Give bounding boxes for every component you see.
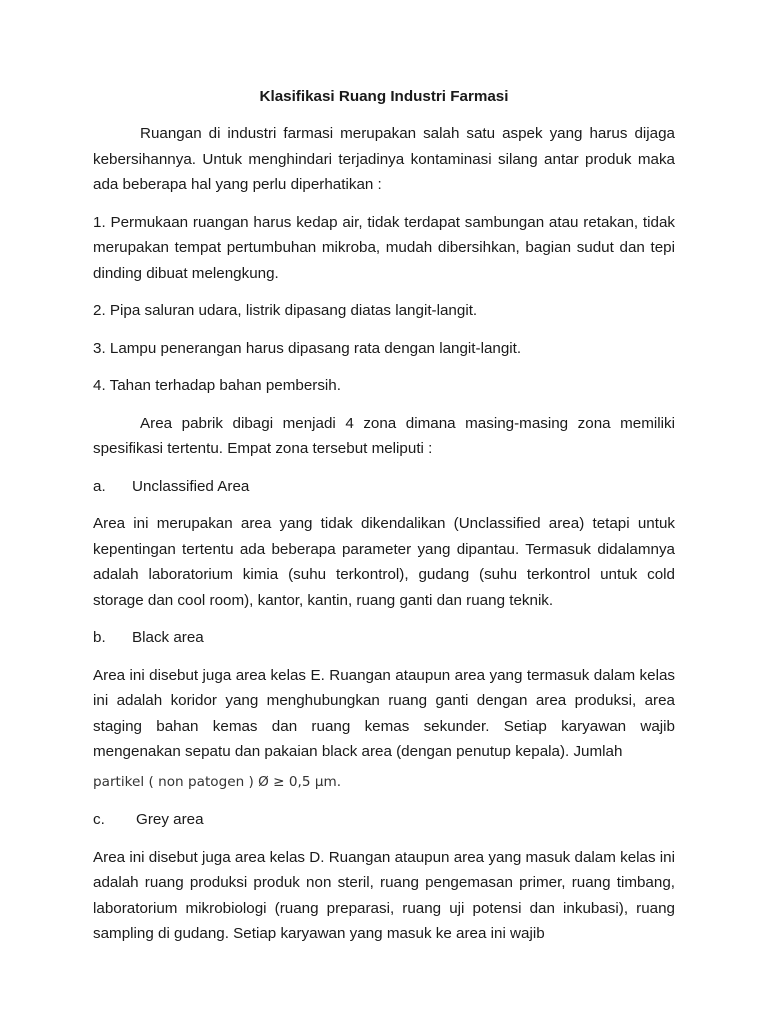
zone-heading-c [93, 807, 675, 833]
zone-name: Grey area [136, 811, 204, 828]
document-page [93, 84, 675, 947]
zone-body-b-text: Area ini disebut juga area kelas E. Ruangan ataupun area yang termasuk dalam kelas ini adalah koridor yang menghubungkan ruang ganti dengan area produksi, area staging bahan kemas dan ruang kemas sekunder. Setiap karyawan wajib mengenakan sepatu dan pakaian black area (dengan penutup kepala). Jumlah [93, 666, 675, 760]
zone-letter: a. [93, 477, 106, 495]
rule-item-3: 3. Lampu penerangan harus dipasang rata dengan langit-langit. [93, 339, 522, 357]
intro-paragraph: Ruangan di industri farmasi merupakan salah satu aspek yang harus dijaga kebersihannya. Untuk menghindari terjadinya kontaminasi silang antar produk maka ada beberapa hal yang perlu diperhatikan : [93, 125, 675, 193]
zone-body-b-tail: partikel ( non patogen ) Ø ≥ 0,5 μm. [93, 773, 342, 790]
zone-body-b [93, 663, 675, 765]
rule-item-4: 4. Tahan terhadap bahan pembersih. [93, 377, 341, 394]
zone-letter: c. [93, 811, 105, 828]
zone-body-b-tail-line [93, 769, 675, 796]
zone-heading-a [93, 474, 675, 500]
rule-item-2: 2. Pipa saluran udara, listrik dipasang diatas langit-langit. [93, 302, 478, 319]
zone-letter: b. [93, 629, 106, 646]
zone-body-c: Area ini disebut juga area kelas D. Ruangan ataupun area yang masuk dalam kelas ini adalah ruang produksi produk non steril, ruang pengemasan primer, ruang timbang, laboratorium mikrobiologi (ruang preparasi, ruang uji potensi dan inkubasi), ruang sampling di gudang. Setiap karyawan yang masuk ke area ini wajib [93, 848, 675, 942]
zone-body-a: Area ini merupakan area yang tidak dikendalikan (Unclassified area) tetapi untuk kepentingan tertentu ada beberapa parameter yang dipantau. Termasuk didalamnya adalah laboratorium kimia (suhu terkontrol), gudang (suhu terkontrol untuk cold storage dan cool room), kantor, kantin, ruang ganti dan ruang teknik. [93, 515, 675, 609]
zones-intro-paragraph: Area pabrik dibagi menjadi 4 zona dimana masing-masing zona memiliki spesifikasi tertentu. Empat zona tersebut meliputi : [93, 414, 675, 457]
zone-name: Unclassified Area [132, 477, 250, 495]
document-title: Klasifikasi Ruang Industri Farmasi [259, 88, 509, 105]
zone-name: Black area [132, 629, 204, 646]
rule-item-1: 1. Permukaan ruangan harus kedap air, tidak terdapat sambungan atau retakan, tidak merupakan tempat pertumbuhan mikroba, mudah dibersihkan, bagian sudut dan tepi dinding dibuat melengkung. [93, 213, 675, 282]
zone-heading-b [93, 625, 675, 651]
